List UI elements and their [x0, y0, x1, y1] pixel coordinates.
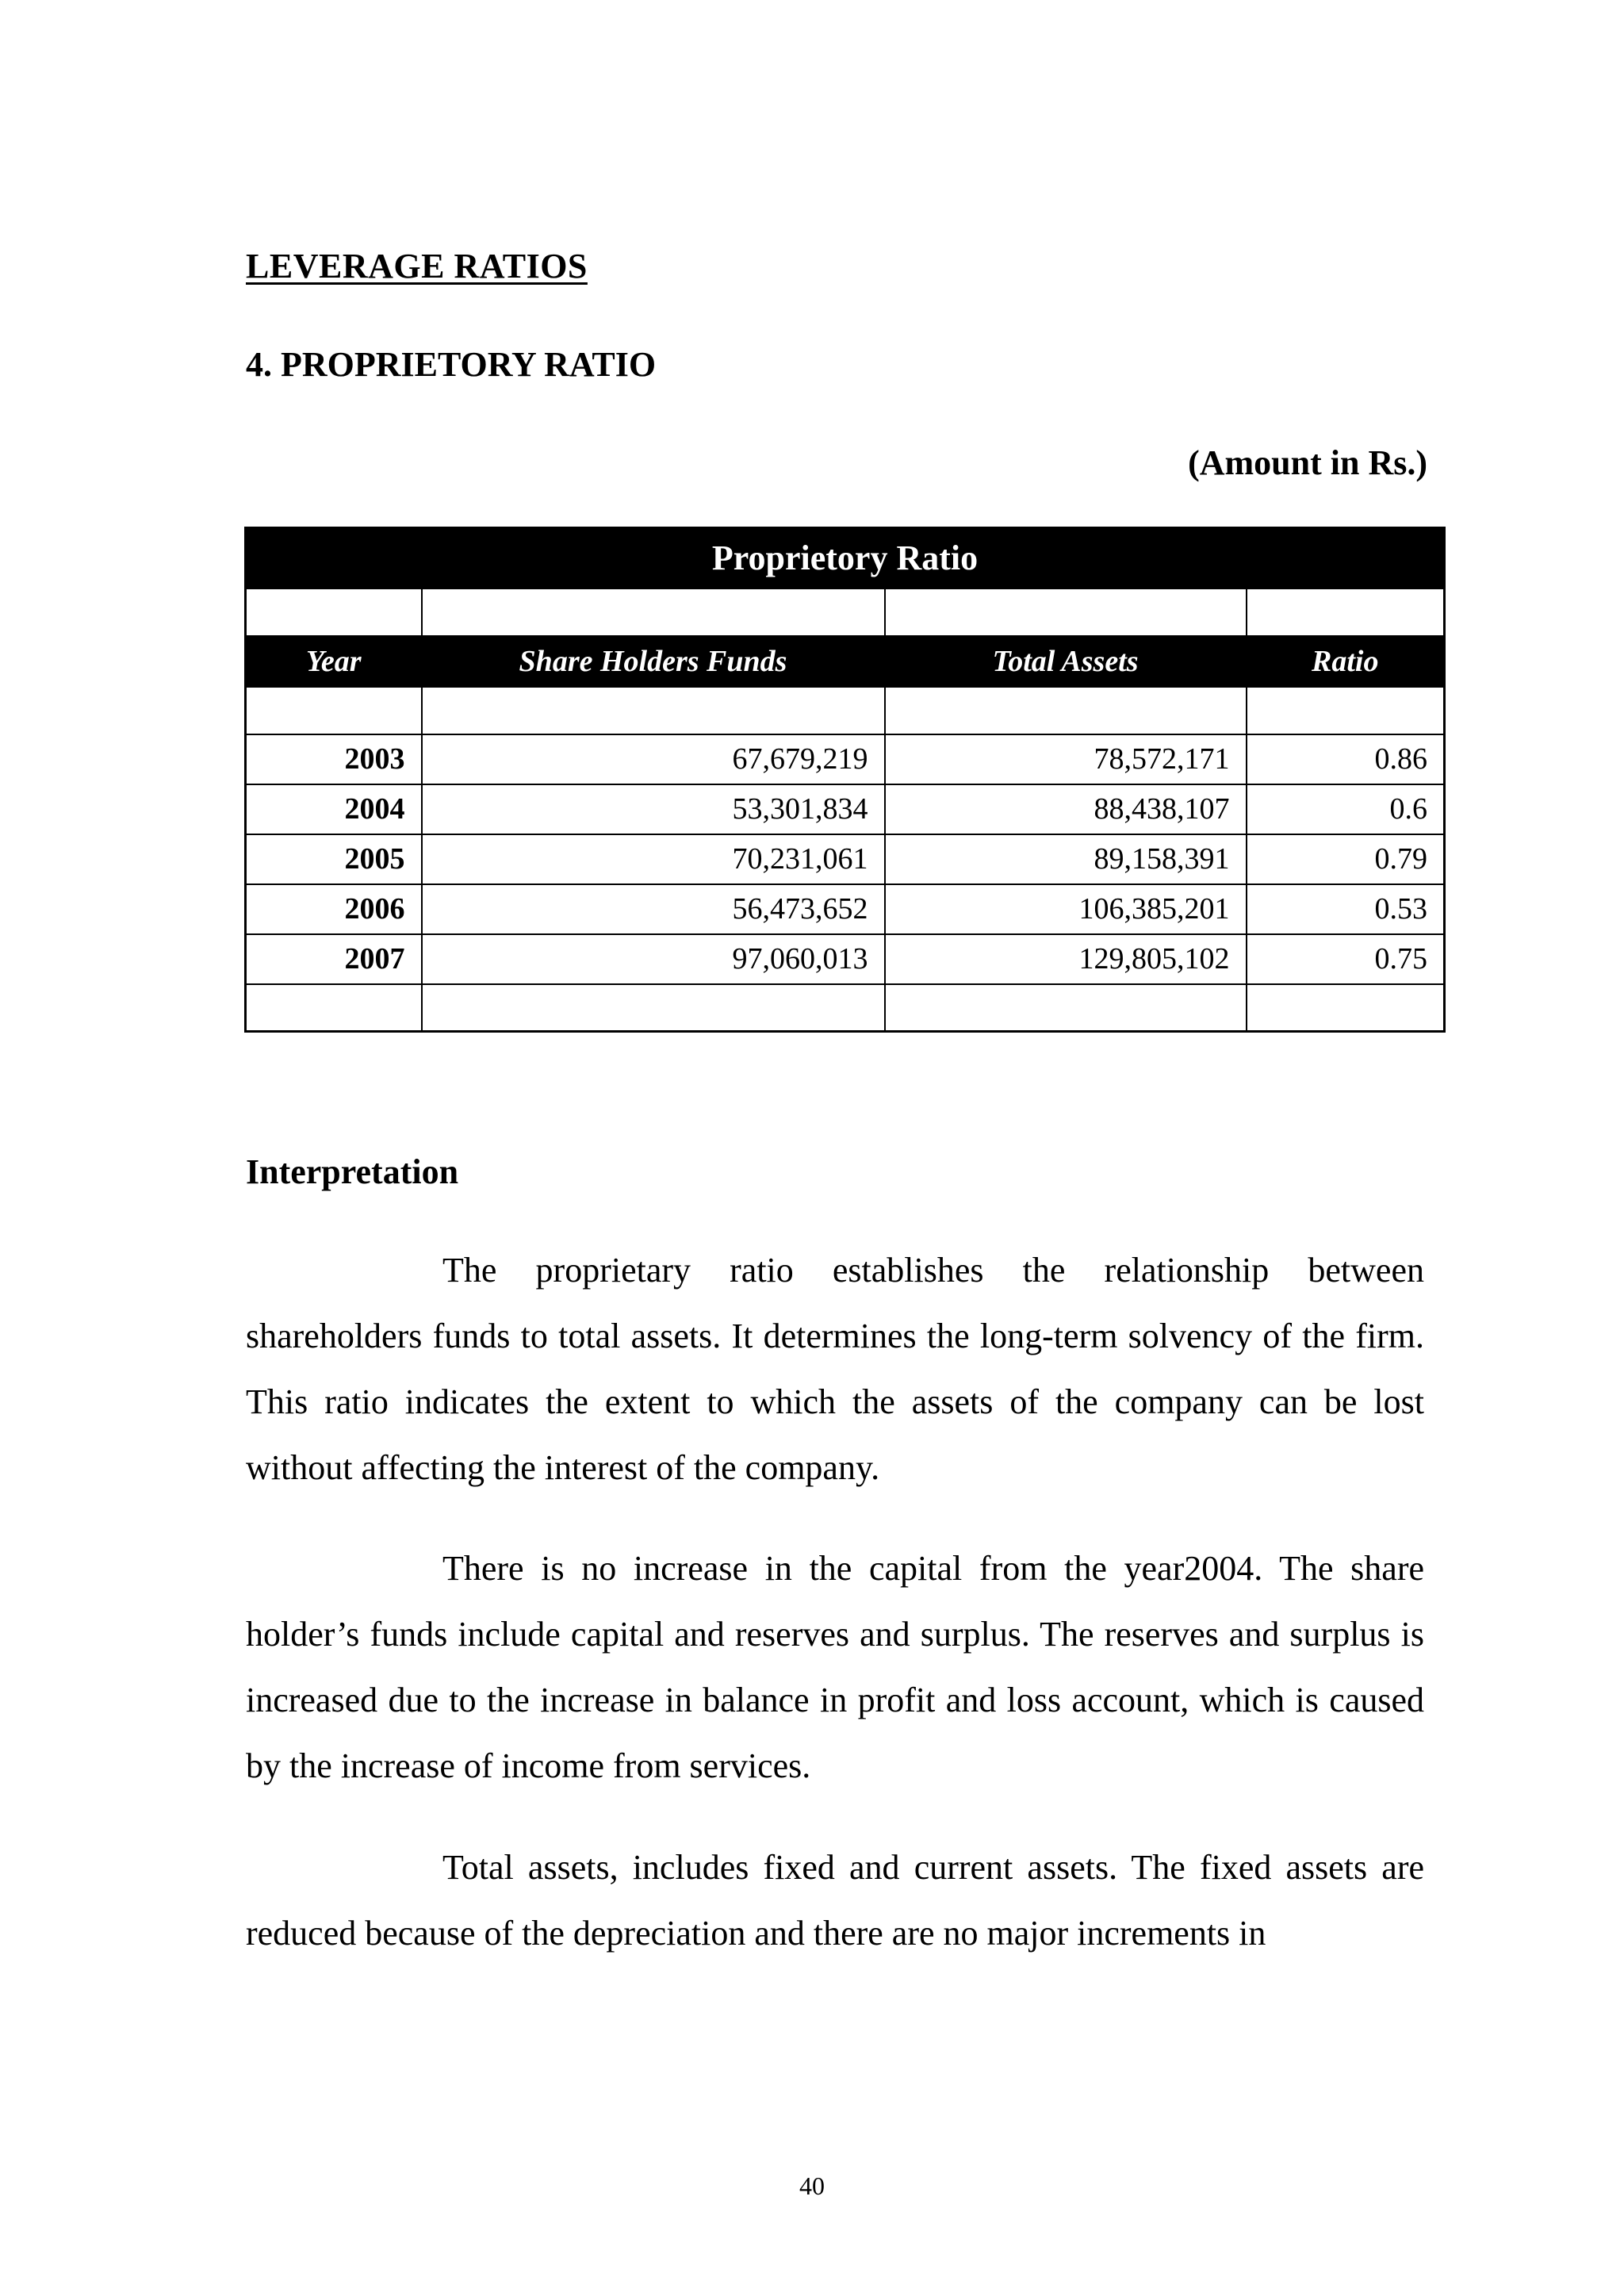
shareholders-funds-cell: 53,301,834 [422, 784, 885, 834]
ratio-cell: 0.75 [1247, 934, 1445, 984]
column-header-ratio: Ratio [1247, 636, 1445, 687]
proprietory-ratio-table [244, 527, 1446, 1033]
table-row [246, 734, 1445, 784]
blank-cell [246, 588, 422, 636]
blank-cell [1247, 984, 1445, 1032]
amount-note: (Amount in Rs.) [1188, 443, 1427, 482]
year-cell: 2004 [246, 784, 422, 834]
table-blank-row [246, 588, 1445, 636]
table-caption-row [246, 528, 1445, 588]
year-cell: 2006 [246, 884, 422, 934]
ratio-cell: 0.6 [1247, 784, 1445, 834]
total-assets-cell: 129,805,102 [885, 934, 1247, 984]
column-header-total-assets: Total Assets [885, 636, 1247, 687]
column-header-year: Year [246, 636, 422, 687]
interpretation-paragraph: Total assets, includes fixed and current assets. The fixed assets are reduced because of the depreciation and there are no major increments in [246, 1848, 1424, 1953]
blank-cell [885, 984, 1247, 1032]
table-row [246, 884, 1445, 934]
ratio-cell: 0.86 [1247, 734, 1445, 784]
blank-cell [885, 588, 1247, 636]
blank-cell [422, 984, 885, 1032]
table-caption: Proprietory Ratio [246, 528, 1445, 588]
interpretation-heading: Interpretation [246, 1152, 459, 1191]
year-cell: 2005 [246, 834, 422, 884]
blank-cell [246, 687, 422, 734]
shareholders-funds-cell: 70,231,061 [422, 834, 885, 884]
blank-cell [1247, 687, 1445, 734]
column-header-shareholders-funds: Share Holders Funds [422, 636, 885, 687]
year-cell: 2007 [246, 934, 422, 984]
total-assets-cell: 78,572,171 [885, 734, 1247, 784]
year-cell: 2003 [246, 734, 422, 784]
blank-cell [246, 984, 422, 1032]
table-blank-row [246, 984, 1445, 1032]
blank-cell [422, 687, 885, 734]
total-assets-cell: 106,385,201 [885, 884, 1247, 934]
page-heading: LEVERAGE RATIOS [246, 247, 588, 286]
table-header-row [246, 636, 1445, 687]
interpretation-paragraph: There is no increase in the capital from the year2004. The share holder’s funds include capital and reserves and surplus. The reserves and surplus is increased due to the increase in balance in profit and loss account, which is caused by the increase of income from services. [246, 1549, 1424, 1785]
shareholders-funds-cell: 97,060,013 [422, 934, 885, 984]
ratio-cell: 0.53 [1247, 884, 1445, 934]
blank-cell [422, 588, 885, 636]
blank-cell [885, 687, 1247, 734]
section-title: 4. PROPRIETORY RATIO [246, 345, 657, 384]
shareholders-funds-cell: 67,679,219 [422, 734, 885, 784]
table-row [246, 934, 1445, 984]
total-assets-cell: 88,438,107 [885, 784, 1247, 834]
ratio-cell: 0.79 [1247, 834, 1445, 884]
table-blank-row [246, 687, 1445, 734]
shareholders-funds-cell: 56,473,652 [422, 884, 885, 934]
table-row [246, 834, 1445, 884]
page-number: 40 [799, 2171, 825, 2200]
blank-cell [1247, 588, 1445, 636]
interpretation-paragraph: The proprietary ratio establishes the relationship between shareholders funds to total assets. It determines the long-term solvency of the firm. This ratio indicates the extent to which the assets of the company can be lost without affecting the interest of the company. [246, 1251, 1424, 1487]
table-row [246, 784, 1445, 834]
total-assets-cell: 89,158,391 [885, 834, 1247, 884]
